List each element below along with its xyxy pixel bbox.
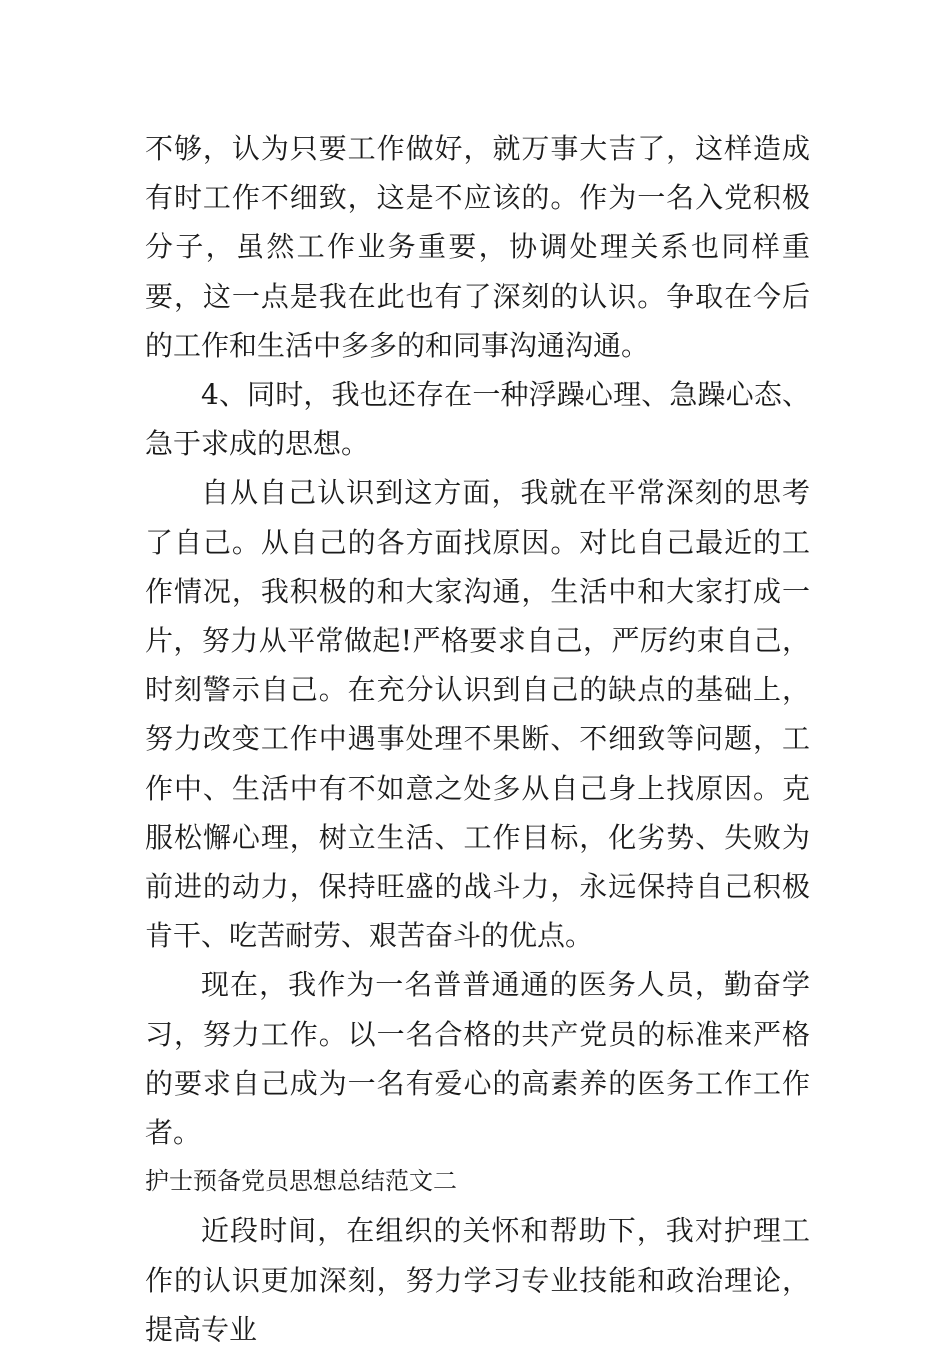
- paragraph-self-reflection: 自从自己认识到这方面，我就在平常深刻的思考了自己。从自己的各方面找原因。对比自己最近的工作情况，我积极的和大家沟通，生活中和大家打成一片，努力从平常做起!严格要求自己，严厉约束自己，时刻警示自己。在充分认识到自己的缺点的基础上，努力改变工作中遇事处理不果断、不细致等问题，工作中、生活中有不如意之处多从自己身上找原因。克服松懈心理，树立生活、工作目标，化劣势、失败为前进的动力，保持旺盛的战斗力，永远保持自己积极肯干、吃苦耐劳、艰苦奋斗的优点。: [145, 476, 810, 953]
- section-heading: 护士预备党员思想总结范文二: [145, 1167, 457, 1196]
- paragraph-continuation: 不够，认为只要工作做好，就万事大吉了，这样造成有时工作不细致，这是不应该的。作为一名入党积极分子，虽然工作业务重要，协调处理关系也同样重要，这一点是我在此也有了深刻的认识。争取在今后的工作和生活中多多的和同事沟通沟通。: [145, 132, 810, 362]
- paragraph-section-two-intro: 近段时间，在组织的关怀和帮助下，我对护理工作的认识更加深刻，努力学习专业技能和政治理论，提高专业: [145, 1214, 810, 1346]
- paragraph-conclusion: 现在，我作为一名普普通通的医务人员，勤奋学习，努力工作。以一名合格的共产党员的标准来严格的要求自己成为一名有爱心的高素养的医务工作工作者。: [145, 968, 810, 1150]
- paragraph-item-4: 4、同时，我也还存在一种浮躁心理、急躁心态、急于求成的思想。: [145, 378, 810, 461]
- document-body: [145, 124, 810, 1354]
